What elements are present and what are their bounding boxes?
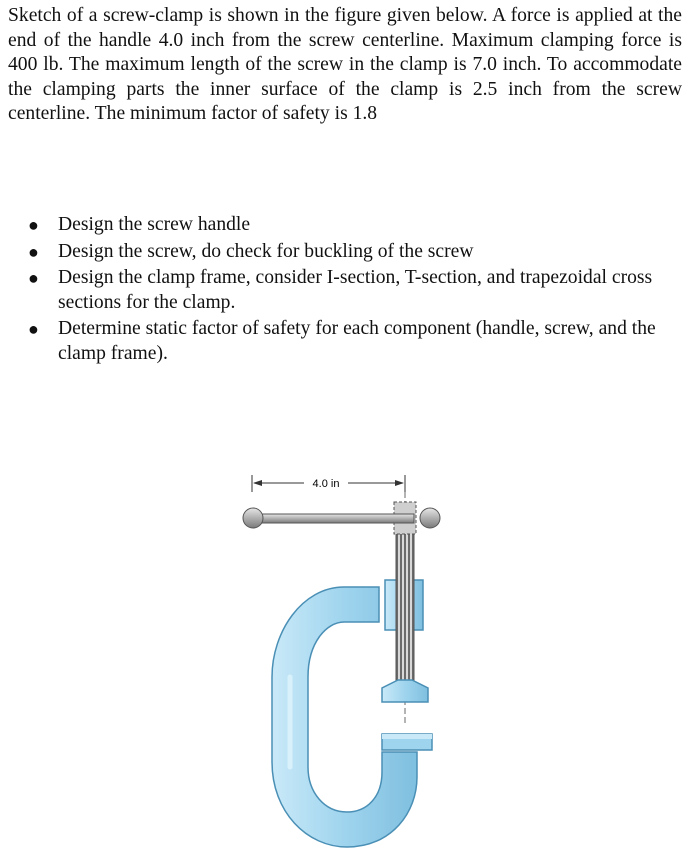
bullet-icon: ● (28, 268, 39, 288)
task-text: Design the screw handle (58, 214, 251, 235)
screw-clamp-figure (232, 462, 452, 852)
problem-statement: Sketch of a screw-clamp is shown in the figure given below. A force is applied at the end of the handle 4.0 inch from the screw centerline. Maximum clamping force is 400 lb. The maximum length of the screw in the clamp is 7.0 inch. To accommodate the clamping parts the inner surface of the clamp is 2.5 inch from the screw centerline. The minimum factor of safety is 1.8 (8, 5, 682, 124)
task-item (8, 240, 692, 265)
swivel-pad (382, 680, 428, 702)
task-list (8, 213, 692, 368)
dimension-label: 4.0 in (312, 478, 340, 490)
task-item (8, 266, 692, 315)
task-text: Determine static factor of safety for each component (handle, screw, and the clamp frame). (58, 318, 656, 364)
handle-knob-left (243, 508, 263, 528)
task-item (8, 317, 692, 366)
handle-knob-right (420, 508, 440, 528)
bullet-icon: ● (28, 241, 39, 262)
task-text: Design the screw, do check for buckling of the screw (58, 240, 474, 262)
screw-thread (396, 530, 414, 680)
dimension-line (252, 475, 405, 492)
task-item (8, 213, 692, 238)
bullet-icon: ● (28, 319, 39, 339)
bullet-icon: ● (28, 215, 39, 235)
handle-bar (254, 514, 414, 523)
task-text: Design the clamp frame, consider I-section, T-section, and trapezoidal cross sections for the clamp. (58, 267, 653, 313)
